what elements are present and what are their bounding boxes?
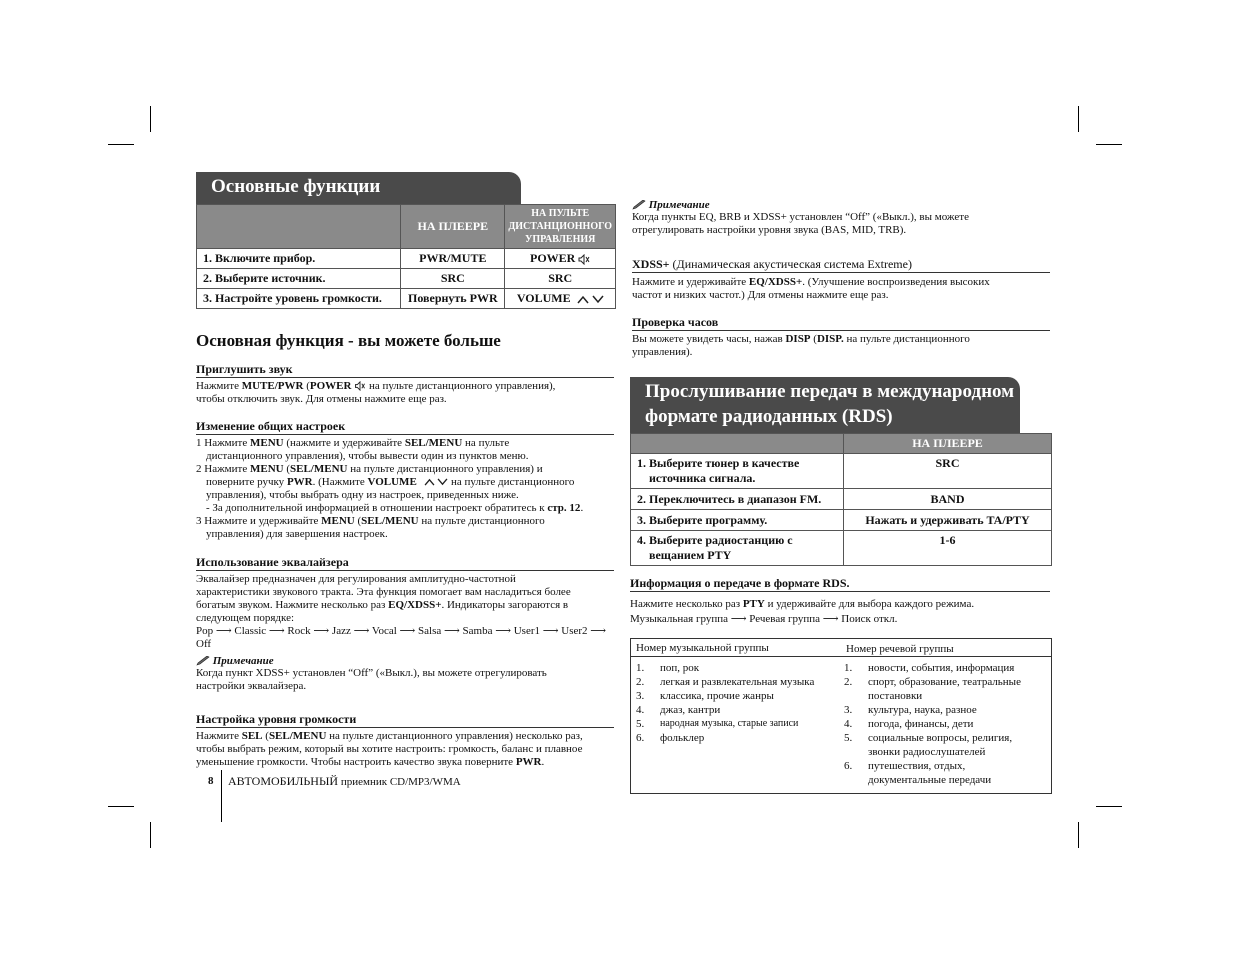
footer-divider [221,770,222,822]
pencil-note-icon [632,200,646,210]
table-header-empty [631,434,844,454]
table-cell-player: Повернуть PWR [401,289,505,309]
volume-up-icon [424,478,435,486]
table-row [197,289,616,309]
list-item: 4. погода, финансы, дети [844,718,974,730]
table-row [631,489,1052,510]
mute-icon [354,381,366,391]
list-item: 3. классика, прочие жанры [636,690,774,702]
table-header-row [197,205,616,249]
group-box [630,638,1052,794]
table-header-empty [197,205,401,249]
info-heading: Информация о передаче в формате RDS. [630,576,1050,592]
crop-mark [1096,806,1122,807]
table-cell-step: 3. Выберите программу. [631,510,844,531]
basic-functions-table [196,204,616,309]
table-cell-player: PWR/MUTE [401,249,505,269]
volume-up-icon [577,295,589,304]
table-cell-step: 1. Включите прибор. [197,249,401,269]
table-header-row [631,434,1052,454]
table-cell-step: 4. Выберите радиостанцию с вещанием PTY [631,531,844,566]
xdss-heading: XDSS+ (Динамическая акустическая система Extreme) [632,257,1050,273]
list-item: 2. спорт, образование, театральные постановки [844,676,1021,702]
table-row [631,510,1052,531]
section-title-rds: Прослушивание передач в международном формате радиоданных (RDS) [630,377,1020,433]
note1: Примечание Когда пункт XDSS+ установлен “Off” («Выкл.), вы можете отрегулировать настройки эквалайзера. [196,655,547,692]
level-heading: Настройка уровня громкости [196,712,614,728]
list-item: 1. новости, события, информация [844,662,1015,674]
table-cell-player: SRC [401,269,505,289]
table-row [631,531,1052,566]
table-cell-remote: VOLUME [505,289,616,309]
clock-heading: Проверка часов [632,315,1050,331]
general-heading: Изменение общих настроек [196,419,614,435]
crop-mark [108,806,134,807]
speech-list [844,661,1049,787]
table-row [197,269,616,289]
page-number: 8 [208,775,214,787]
crop-mark [150,822,151,848]
footer-text: АВТОМОБИЛЬНЫЙ приемник CD/MP3/WMA [228,774,461,788]
table-cell-step: 2. Переключитесь в диапазон FM. [631,489,844,510]
list-item: 6. фольклер [636,732,705,744]
clock-text: Вы можете увидеть часы, нажав DISP (DISP. на пульте дистанционного управления). [632,333,970,358]
crop-mark [1078,106,1079,132]
mute-heading: Приглушить звук [196,362,614,378]
crop-mark [108,144,134,145]
subtitle: Основная функция - вы можете больше [196,331,501,350]
table-cell-player: 1-6 [844,531,1052,566]
table-row [631,454,1052,489]
level-text: Нажмите SEL (SEL/MENU на пульте дистанционного управления) несколько раз, чтобы выбрать режим, который вы хотите настроить: громкость, баланс и плавное уменьшение громкости. Чтобы настроить качество звука поверните PWR. [196,730,583,768]
table-header-player: НА ПЛЕЕРЕ [844,434,1052,454]
table-header-player: НА ПЛЕЕРЕ [401,205,505,249]
eq-heading: Использование эквалайзера [196,555,614,571]
note2: Примечание Когда пункты EQ, BRB и XDSS+ установлен “Off” («Выкл.), вы можете отрегулировать настройки уровня звука (BAS, MID, TRB). [632,199,969,236]
rds-table [630,433,1052,566]
table-cell-step: 1. Выберите тюнер в качестве источника сигнала. [631,454,844,489]
table-cell-step: 2. Выберите источник. [197,269,401,289]
volume-down-icon [437,478,448,486]
general-text: 1 Нажмите MENU (нажмите и удерживайте SEL/MENU на пульте дистанционного управления), чтобы вывести один из пунктов меню. 2 Нажмите MENU (SEL/MENU на пульте дистанционного управления) и поверните ручку PWR. (Нажмите VOLUME на пульте дистанционного управления), чтобы выбрать одну из настроек, приведенных ниже. - За дополнительной информацией в отношении настроект обратитесь к стр. 12. 3 Нажмите и удерживайте MENU (SEL/MENU на пульте дистанционного управления) для завершения настроек. [196,437,584,540]
list-item: 5. социальные вопросы, религия, звонки радиослушателей [844,732,1013,758]
speech-group-header: Номер речевой группы [846,643,954,655]
table-header-remote: НА ПУЛЬТЕ ДИСТАНЦИОННОГО УПРАВЛЕНИЯ [505,205,616,249]
table-cell-player: Нажать и удерживать TA/PTY [844,510,1052,531]
xdss-text: Нажмите и удерживайте EQ/XDSS+. (Улучшение воспроизведения высоких частот и низких частот.) Для отмены нажмите еще раз. [632,276,990,301]
pencil-note-icon [196,656,210,666]
list-item: 3. культура, наука, разное [844,704,977,716]
volume-down-icon [592,295,604,304]
table-cell-remote: POWER [505,249,616,269]
crop-mark [150,106,151,132]
music-group-header: Номер музыкальной группы [636,642,769,654]
table-cell-remote: SRC [505,269,616,289]
eq-text: Эквалайзер предназначен для регулирования амплитудно-частотной характеристики звукового тракта. Эта функция помогает вам насладиться более богатым звуком. Нажмите несколько раз EQ/XDSS+. Индикаторы загораются в следующем порядке: Pop ⟶ Classic ⟶ Rock ⟶ Jazz ⟶ Vocal ⟶ Salsa ⟶ Samba ⟶ User1 ⟶ User2 ⟶ Off [196,573,607,650]
mute-icon [578,254,590,265]
crop-mark [1078,822,1079,848]
table-cell-step: 3. Настройте уровень громкости. [197,289,401,309]
table-cell-player: SRC [844,454,1052,489]
table-cell-player: BAND [844,489,1052,510]
list-item: 2. легкая и развлекательная музыка [636,676,815,688]
crop-mark [1096,144,1122,145]
mute-text: Нажмите MUTE/PWR (POWER на пульте дистанционного управления), чтобы отключить звук. Для отмены нажмите еще раз. [196,380,556,405]
list-item: 1. поп, рок [636,662,700,674]
table-row [197,249,616,269]
music-list [636,661,841,745]
info-text: Нажмите несколько раз PTY и удерживайте для выбора каждого режима. Музыкальная группа ⟶ Речевая группа ⟶ Поиск откл. [630,598,975,625]
section-title-basic: Основные функции [196,172,521,204]
list-item: 5. народная музыка, старые записи [636,718,799,730]
list-item: 6. путешествия, отдых, документальные передачи [844,760,992,786]
list-item: 4. джаз, кантри [636,704,721,716]
